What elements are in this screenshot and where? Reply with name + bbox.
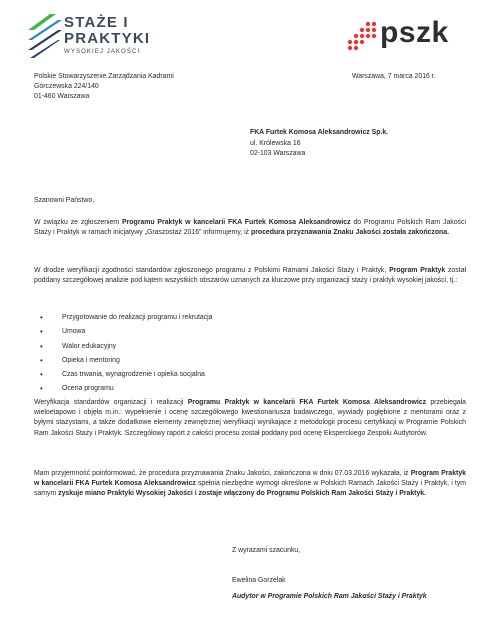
paragraph-4	[34, 469, 466, 500]
signer-name: Ewelina Gorzelak	[232, 577, 286, 584]
sender-street: Górczewska 224/140	[34, 83, 99, 91]
p4-bold-1: Program Praktyk w kancelarii FKA Furtek Komosa Aleksandrowicz	[34, 470, 467, 488]
p3-text-2: przebiegała wieloetapowo i objęła m.in.: wypełnienie i ocenę szczegółowego kwestionariusza badawczego, wywiady pogłębione z mentorami oraz z byłymi stażystami, a także dodatkowe elementy zewnętrznej weryfikacji wynikające z metodologii procesu certyfikacji w Programie Polskich Ram Jakości Staży i Praktyk. Szczegółowy raport z całości procesu został poddany pod ocenę Eksperckiego Zespołu Audytorów.	[34, 399, 466, 437]
letter-date: Warszawa, 7 marca 2016 r.	[352, 73, 436, 80]
recipient-address	[250, 128, 388, 160]
sender-city: 01-460 Warszawa	[34, 93, 90, 101]
paragraph-1	[34, 218, 466, 238]
staze-praktyki-emblem-icon	[28, 12, 62, 60]
p1-bold-1: Programu Praktyk w kancelarii FKA Furtek Komosa Aleksandrowicz	[122, 219, 351, 226]
sender-address	[34, 72, 174, 103]
p2-text-2: został poddany szczegółowej analizie pod kątem wszystkich obszarów uznanych za kluczowe przy organizacji staży i praktyk wysokiej jakości, tj.:	[34, 267, 466, 285]
closing: Z wyrazami szacunku,	[232, 547, 301, 554]
criteria-list	[40, 311, 460, 397]
p3-text-1: Weryfikacja standardów organizacji i realizacji	[34, 399, 188, 406]
p4-bold-2: zyskuje miano Praktyki Wysokiej Jakości i zostaje włączony do Programu Polskich Ram Jakości Staży i Praktyk.	[58, 490, 427, 498]
p4-text-2: spełnia niezbędne wymogi określone w Polskich Ramach Jakości Staży i Praktyk, i tym samym	[34, 480, 467, 498]
p1-text-2: do Programu Polskich Ram Jakości Staży i Praktyk w ramach inicjatywy „Graszostaż 2016” informujemy, iż	[34, 219, 466, 237]
pszk-dots-icon	[346, 20, 380, 54]
p4-text-1: Mam przyjemność poinformować, że procedura przyznawania Znaku Jakości, zakończona w dniu 07.03.2016 wykazała, iż	[34, 470, 411, 477]
recipient-street: ul. Królewska 16	[250, 139, 301, 147]
sender-name: Polskie Stowarzyszenie Zarządzania Kadrami	[34, 73, 174, 80]
pszk-logo	[346, 16, 466, 54]
list-item: • Przygotowanie do realizacji programu i rekrutacja	[40, 311, 460, 325]
salutation: Szanowni Państwo,	[34, 197, 95, 204]
logo-line2: PRAKTYKI	[64, 30, 151, 47]
p2-text-1: W drodze weryfikacji zgodności standardów zgłoszonego programu z Polskimi Ramami Jakości Staży i Praktyk,	[34, 267, 390, 274]
paragraph-2	[34, 266, 466, 286]
p1-text-1: W związku ze zgłoszeniem	[34, 219, 123, 226]
recipient-city: 02-103 Warszawa	[250, 150, 306, 157]
logo-line1: STAŻE I	[64, 14, 129, 31]
p1-bold-2: procedura przyznawania Znaku Jakości została zakończona.	[251, 229, 449, 237]
list-item: • Ocena programu	[40, 382, 460, 396]
pszk-wordmark: pszk	[380, 16, 449, 49]
list-item: • Walor edukacyjny	[40, 340, 460, 354]
signer-title: Audytor w Programie Polskich Ram Jakości Staży i Praktyk	[232, 593, 427, 600]
recipient-name: FKA Furtek Komosa Aleksandrowicz Sp.k.	[250, 129, 389, 136]
p2-bold-1: Program Praktyk	[389, 267, 446, 274]
p3-bold-1: Programu Praktyk w kancelarii FKA Furtek Komosa Aleksandrowicz	[187, 399, 427, 406]
paragraph-3	[34, 398, 466, 439]
list-item: • Umowa	[40, 325, 460, 339]
staze-praktyki-logo	[28, 12, 188, 60]
list-item: • Czas trwania, wynagrodzenie i opieka socjalna	[40, 368, 460, 382]
logo-line3: WYSOKIEJ JAKOŚCI	[64, 48, 141, 55]
list-item: • Opieka i mentoring	[40, 354, 460, 368]
